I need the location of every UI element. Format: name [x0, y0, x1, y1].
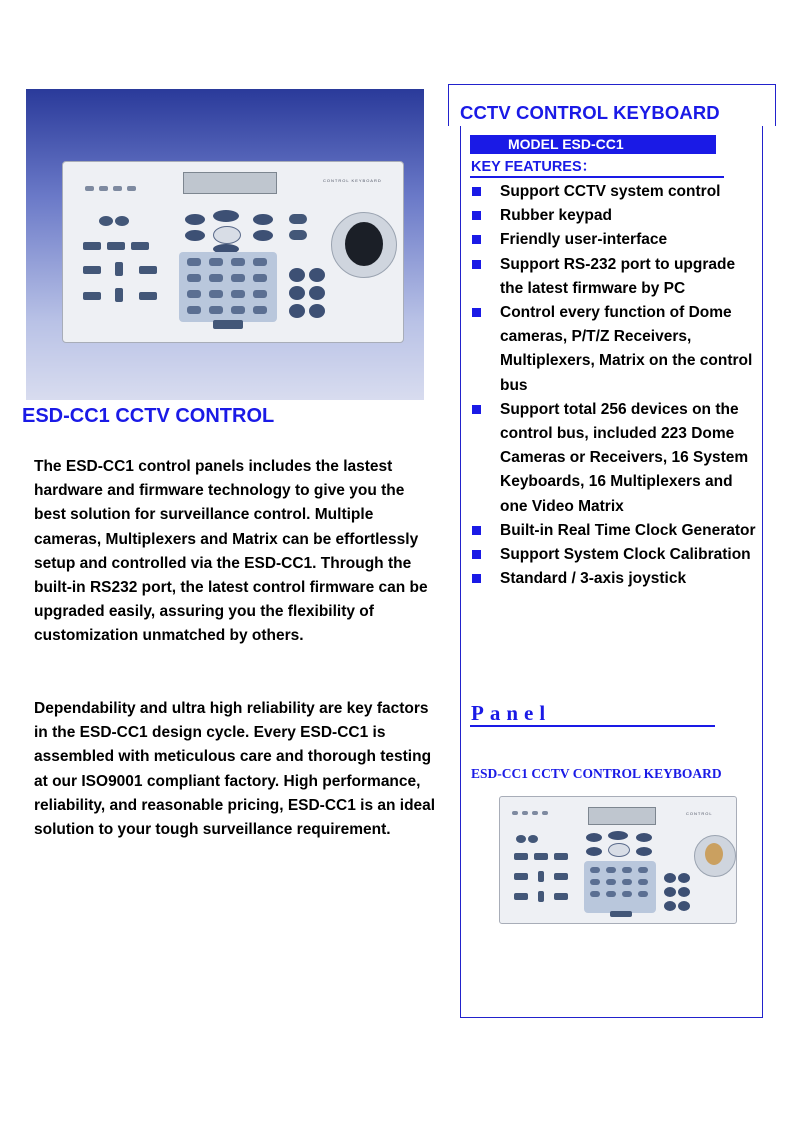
intro-paragraph: The ESD-CC1 control panels includes the lastest hardware and firmware technology to give you the best solution for surveillance control. Multiple cameras, Multiplexers and Matrix can be effortlessly setup and controlled via the ESD-CC1. Through the built-in RS232 port, the latest control firmware can be upgraded easily, assuring you the flexibility of customization unmatched by others. — [34, 458, 428, 645]
list-item: Support CCTV system control — [470, 180, 760, 204]
list-item: Friendly user-interface — [470, 228, 760, 252]
product-photo — [26, 89, 424, 400]
features-heading: KEY FEATURES： — [471, 159, 597, 175]
square-bullet-icon — [472, 211, 481, 220]
list-item: Control every function of Dome cameras, P/T/Z Receivers, Multiplexers, Matrix on the control bus — [470, 301, 760, 398]
feature-list — [470, 180, 760, 591]
square-bullet-icon — [472, 405, 481, 414]
panel-heading: Panel — [471, 701, 552, 725]
features-underline — [470, 176, 724, 178]
panel-caption: ESD-CC1 CCTV CONTROL KEYBOARD — [471, 766, 722, 781]
list-item: Standard / 3-axis joystick — [470, 567, 760, 591]
square-bullet-icon — [472, 574, 481, 583]
keyboard-illustration: CONTROL KEYBOARD — [62, 161, 404, 343]
square-bullet-icon — [472, 526, 481, 535]
square-bullet-icon — [472, 260, 481, 269]
list-item: Support total 256 devices on the control bus, included 223 Dome Cameras or Receivers, 16 System Keyboards, 16 Multiplexers and one Video Matrix — [470, 398, 760, 519]
list-item: Support System Clock Calibration — [470, 543, 760, 567]
keyboard-thumbnail: CONTROL — [497, 794, 739, 926]
model-label: MODEL ESD-CC1 — [508, 136, 624, 152]
square-bullet-icon — [472, 187, 481, 196]
square-bullet-icon — [472, 308, 481, 317]
panel-underline — [470, 725, 715, 727]
list-item: Built-in Real Time Clock Generator — [470, 519, 760, 543]
list-item: Support RS-232 port to upgrade the latest firmware by PC — [470, 253, 760, 301]
keyboard-title: CCTV CONTROL KEYBOARD — [460, 102, 720, 123]
square-bullet-icon — [472, 235, 481, 244]
page-title: ESD-CC1 CCTV CONTROL — [22, 405, 275, 427]
list-item: Rubber keypad — [470, 204, 760, 228]
square-bullet-icon — [472, 550, 481, 559]
reliability-paragraph: Dependability and ultra high reliability are key factors in the ESD-CC1 design cycle. Every ESD-CC1 is assembled with meticulous care and thorough testing at our ISO9001 compliant factory. High performance, reliability, and reasonable pricing, ESD-CC1 is an ideal solution to your tough surveillance requirement. — [34, 700, 436, 839]
